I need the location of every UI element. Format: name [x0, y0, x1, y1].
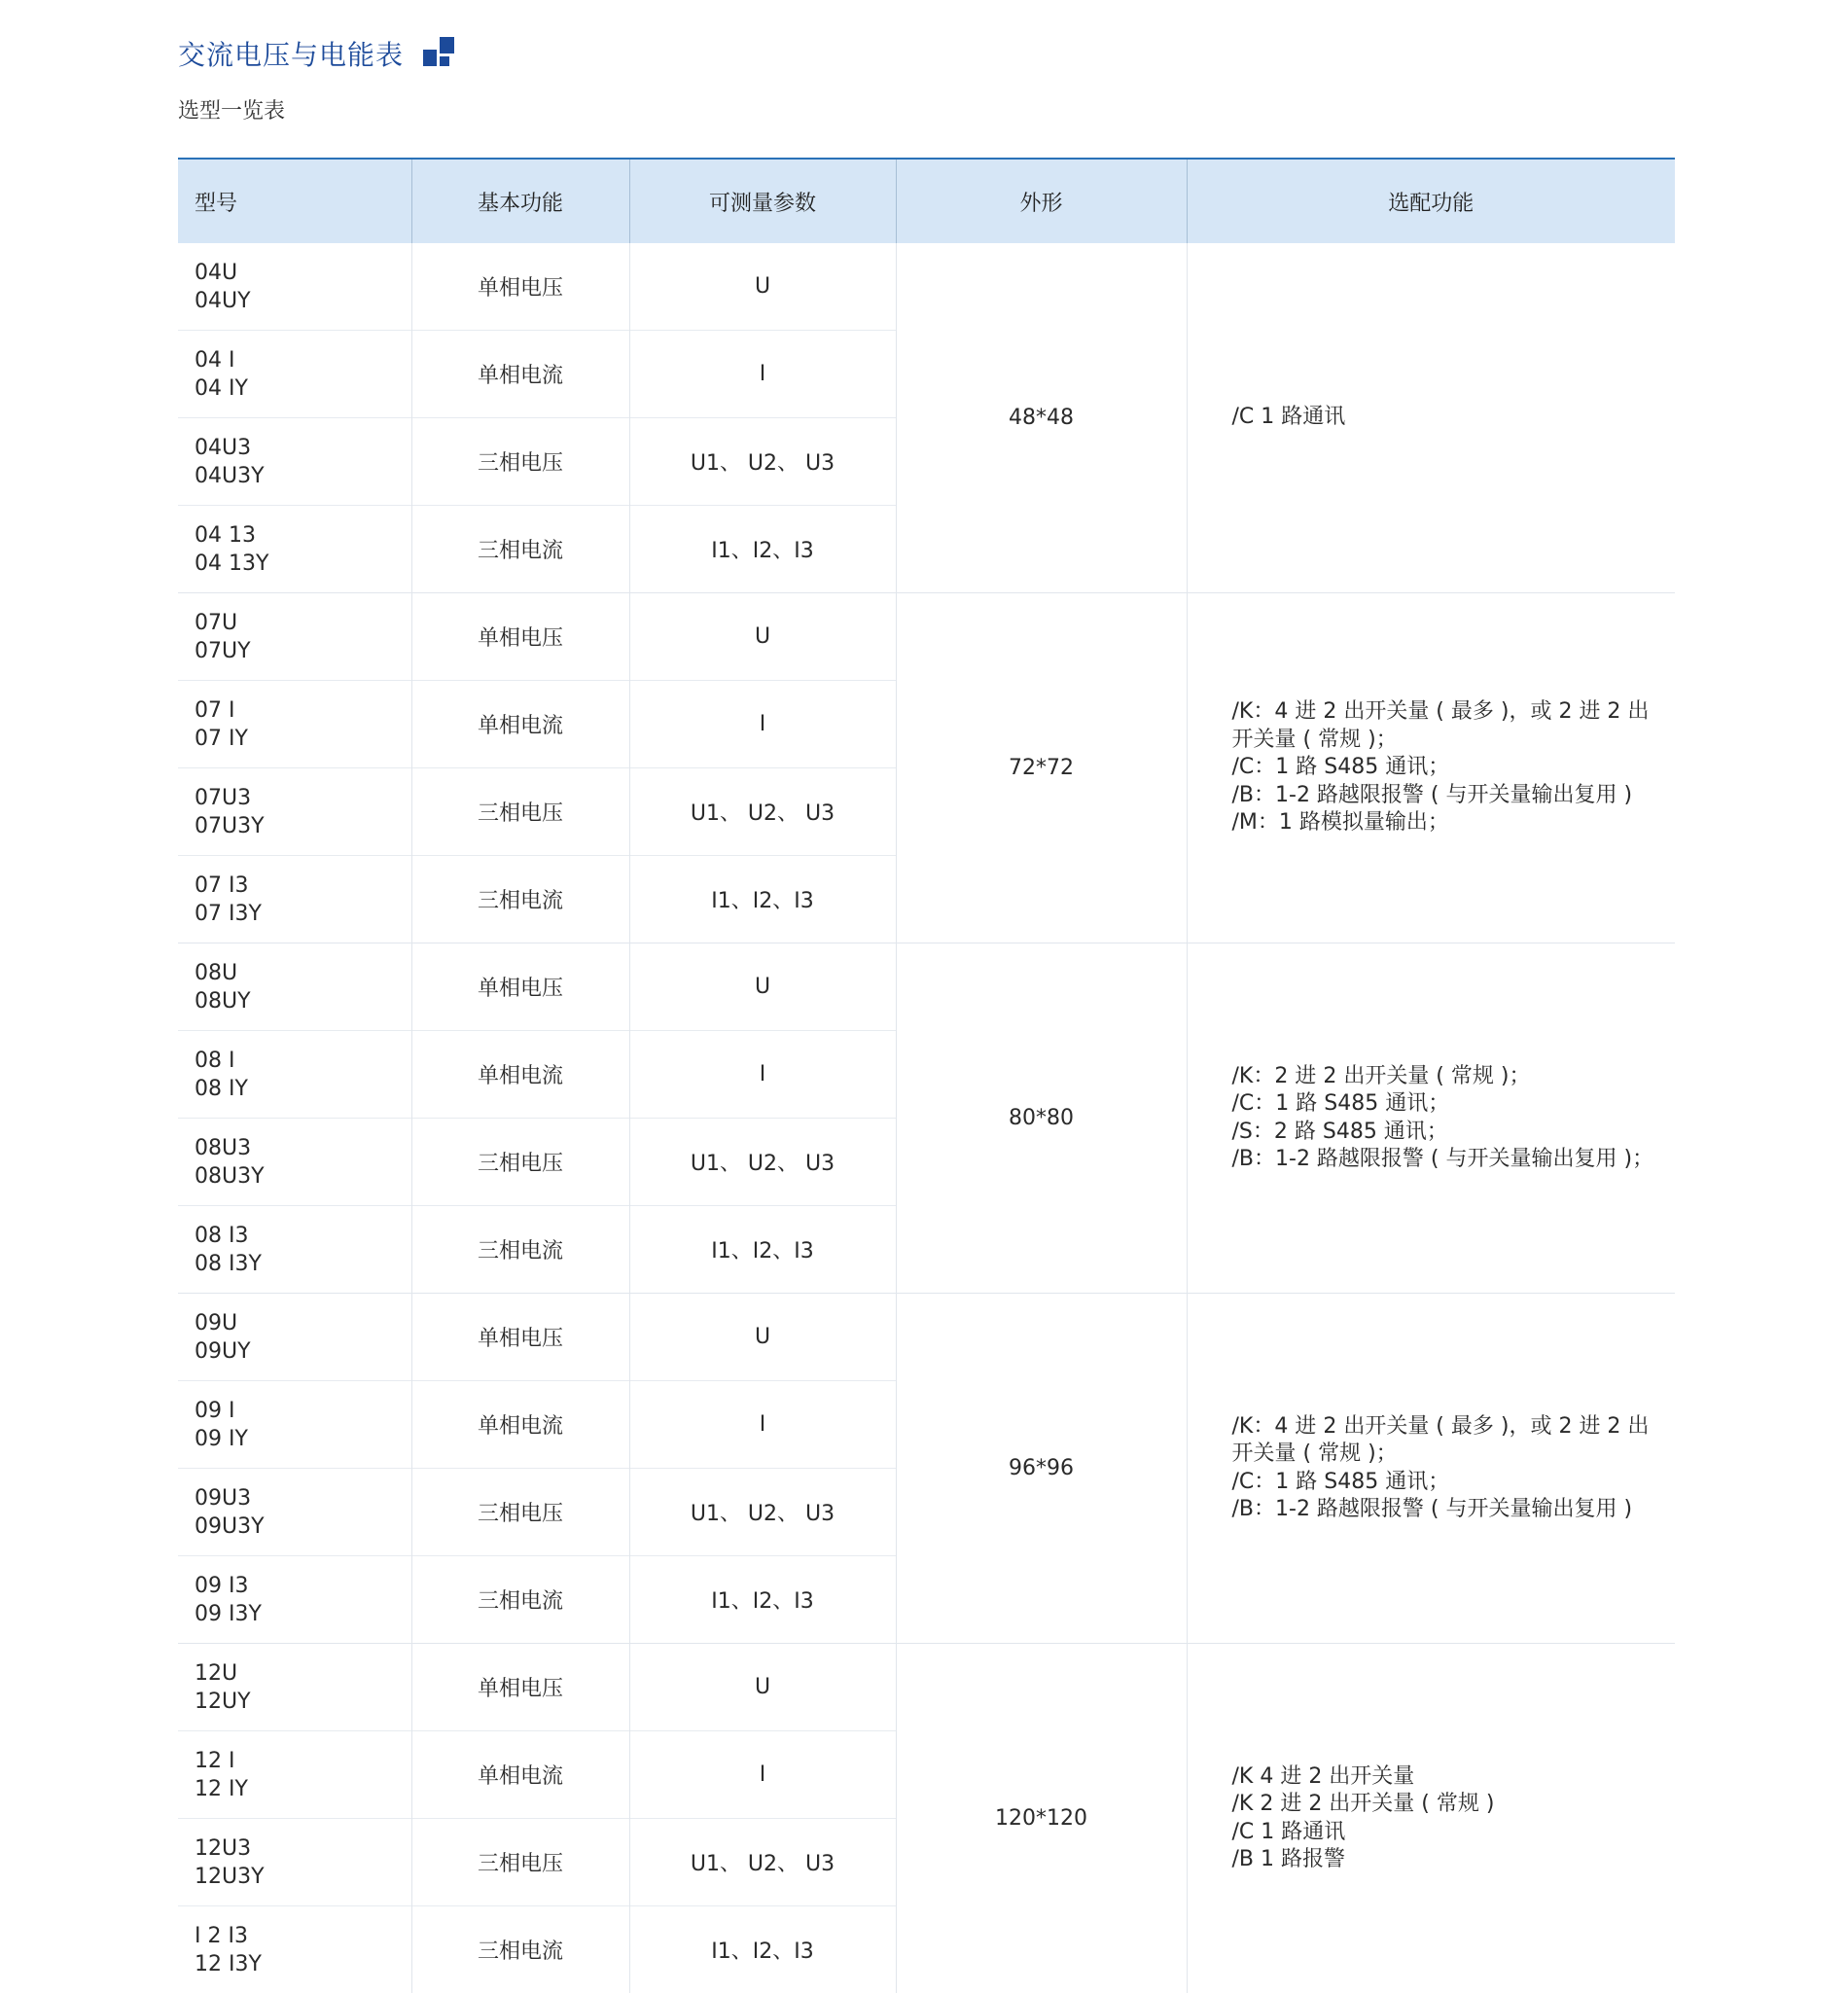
function-cell: 单相电流	[411, 1031, 629, 1119]
params-cell: U	[629, 1294, 896, 1381]
model-code: 04U3	[195, 434, 411, 462]
option-line: /C：1 路 S485 通讯；	[1232, 1090, 1664, 1119]
model-code: 07 I3Y	[195, 900, 411, 928]
function-cell: 三相电压	[411, 418, 629, 506]
page-subtitle: 选型一览表	[178, 94, 285, 125]
params-cell: I1、I2、I3	[629, 1556, 896, 1644]
function-cell: 三相电流	[411, 1556, 629, 1644]
function-cell: 三相电压	[411, 1469, 629, 1556]
model-cell	[178, 1906, 411, 1993]
option-line: /C：1 路 S485 通讯；	[1232, 754, 1664, 782]
title-decoration-icon	[423, 37, 454, 70]
shape-cell: 72*72	[896, 593, 1187, 943]
function-cell: 单相电压	[411, 243, 629, 331]
model-code: 09U	[195, 1309, 411, 1337]
option-line: /S：2 路 S485 通讯；	[1232, 1119, 1664, 1147]
header-options: 选配功能	[1187, 159, 1675, 243]
function-cell: 单相电压	[411, 943, 629, 1031]
options-cell	[1187, 1294, 1675, 1644]
params-cell: I1、I2、I3	[629, 856, 896, 943]
model-cell	[178, 1031, 411, 1119]
option-line: /B：1-2 路越限报警 ( 与开关量输出复用 )	[1232, 1496, 1664, 1524]
option-line: /M：1 路模拟量输出；	[1232, 809, 1664, 837]
model-cell	[178, 768, 411, 856]
model-code: 08 I3Y	[195, 1250, 411, 1278]
model-cell	[178, 943, 411, 1031]
options-cell	[1187, 243, 1675, 593]
model-code: 08 IY	[195, 1075, 411, 1103]
model-code: 04 13	[195, 521, 411, 550]
params-cell: U	[629, 943, 896, 1031]
option-line: 开关量 ( 常规 )；	[1232, 727, 1664, 755]
model-code: 08U	[195, 959, 411, 987]
params-cell: U	[629, 593, 896, 681]
table-row	[178, 1644, 1675, 1731]
params-cell: U1、 U2、 U3	[629, 768, 896, 856]
function-cell: 单相电流	[411, 1731, 629, 1819]
params-cell: I1、I2、I3	[629, 1206, 896, 1294]
model-code: 12U3Y	[195, 1863, 411, 1891]
model-cell	[178, 1556, 411, 1644]
model-code: 09 I3Y	[195, 1600, 411, 1628]
params-cell: U1、 U2、 U3	[629, 418, 896, 506]
model-code: 12UY	[195, 1688, 411, 1716]
table-row	[178, 593, 1675, 681]
header-function: 基本功能	[411, 159, 629, 243]
selection-table	[178, 158, 1675, 1993]
options-cell	[1187, 593, 1675, 943]
params-cell: I1、I2、I3	[629, 506, 896, 593]
function-cell: 三相电流	[411, 1906, 629, 1993]
model-cell	[178, 1731, 411, 1819]
model-code: 12U3	[195, 1834, 411, 1863]
function-cell: 单相电流	[411, 681, 629, 768]
model-code: 07U	[195, 609, 411, 637]
model-cell	[178, 856, 411, 943]
params-cell: U1、 U2、 U3	[629, 1819, 896, 1906]
table-row	[178, 1294, 1675, 1381]
model-code: 04 13Y	[195, 550, 411, 578]
shape-cell: 80*80	[896, 943, 1187, 1294]
function-cell: 三相电压	[411, 1819, 629, 1906]
model-code: 08UY	[195, 987, 411, 1015]
function-cell: 单相电流	[411, 1381, 629, 1469]
model-code: 04U	[195, 259, 411, 287]
option-line: /K 4 进 2 出开关量	[1232, 1763, 1664, 1792]
model-cell	[178, 243, 411, 331]
model-code: 07 I	[195, 696, 411, 725]
function-cell: 三相电流	[411, 1206, 629, 1294]
option-line: /B：1-2 路越限报警 ( 与开关量输出复用 )；	[1232, 1146, 1664, 1174]
model-code: 07 IY	[195, 725, 411, 753]
model-code: 09U3Y	[195, 1513, 411, 1541]
model-code: 07 I3	[195, 872, 411, 900]
table-header-row	[178, 159, 1675, 243]
model-cell	[178, 593, 411, 681]
header-model: 型号	[178, 159, 411, 243]
function-cell: 单相电流	[411, 331, 629, 418]
model-code: 08 I	[195, 1047, 411, 1075]
option-line: /K：4 进 2 出开关量 ( 最多 )，或 2 进 2 出	[1232, 1413, 1664, 1441]
function-cell: 三相电流	[411, 856, 629, 943]
params-cell: U1、 U2、 U3	[629, 1119, 896, 1206]
option-line: /K：2 进 2 出开关量 ( 常规 )；	[1232, 1063, 1664, 1091]
function-cell: 单相电压	[411, 1644, 629, 1731]
option-line: /K：4 进 2 出开关量 ( 最多 )，或 2 进 2 出	[1232, 698, 1664, 727]
options-cell	[1187, 1644, 1675, 1993]
params-cell: I	[629, 1731, 896, 1819]
model-cell	[178, 1119, 411, 1206]
model-code: 09 IY	[195, 1425, 411, 1453]
model-code: 09UY	[195, 1337, 411, 1366]
model-code: 07UY	[195, 637, 411, 665]
shape-cell: 120*120	[896, 1644, 1187, 1993]
model-cell	[178, 1644, 411, 1731]
shape-cell: 48*48	[896, 243, 1187, 593]
option-line: 开关量 ( 常规 )；	[1232, 1441, 1664, 1469]
option-line: /C 1 路通讯	[1232, 404, 1664, 432]
option-line: /B 1 路报警	[1232, 1846, 1664, 1874]
model-code: 12U	[195, 1659, 411, 1688]
table-row	[178, 943, 1675, 1031]
option-line: /C 1 路通讯	[1232, 1819, 1664, 1847]
params-cell: U	[629, 1644, 896, 1731]
model-code: 08U3	[195, 1134, 411, 1162]
model-cell	[178, 1469, 411, 1556]
page-header	[178, 35, 454, 72]
option-line: /C：1 路 S485 通讯；	[1232, 1469, 1664, 1497]
model-cell	[178, 1294, 411, 1381]
model-code: 08 I3	[195, 1222, 411, 1250]
option-line: /B：1-2 路越限报警 ( 与开关量输出复用 )	[1232, 782, 1664, 810]
model-code: 09 I	[195, 1397, 411, 1425]
options-cell	[1187, 943, 1675, 1294]
model-code: 09U3	[195, 1484, 411, 1513]
model-cell	[178, 1819, 411, 1906]
params-cell: U	[629, 243, 896, 331]
function-cell: 三相电流	[411, 506, 629, 593]
params-cell: I	[629, 681, 896, 768]
header-params: 可测量参数	[629, 159, 896, 243]
model-cell	[178, 681, 411, 768]
params-cell: I	[629, 331, 896, 418]
shape-cell: 96*96	[896, 1294, 1187, 1644]
model-code: 12 I	[195, 1747, 411, 1775]
model-cell	[178, 1206, 411, 1294]
model-code: 04U3Y	[195, 462, 411, 490]
function-cell: 三相电压	[411, 1119, 629, 1206]
params-cell: U1、 U2、 U3	[629, 1469, 896, 1556]
model-code: 04 I	[195, 346, 411, 374]
params-cell: I	[629, 1031, 896, 1119]
model-code: 04UY	[195, 287, 411, 315]
model-cell	[178, 1381, 411, 1469]
model-code: 04 IY	[195, 374, 411, 403]
option-line: /K 2 进 2 出开关量 ( 常规 )	[1232, 1791, 1664, 1819]
model-code: 07U3Y	[195, 812, 411, 840]
function-cell: 单相电压	[411, 1294, 629, 1381]
page-title: 交流电压与电能表	[178, 34, 404, 73]
table-row	[178, 243, 1675, 331]
header-shape: 外形	[896, 159, 1187, 243]
function-cell: 三相电压	[411, 768, 629, 856]
params-cell: I	[629, 1381, 896, 1469]
model-code: 08U3Y	[195, 1162, 411, 1191]
model-cell	[178, 418, 411, 506]
model-code: 12 IY	[195, 1775, 411, 1803]
model-cell	[178, 331, 411, 418]
model-code: I 2 I3	[195, 1922, 411, 1950]
model-code: 09 I3	[195, 1572, 411, 1600]
model-code: 12 I3Y	[195, 1950, 411, 1978]
model-cell	[178, 506, 411, 593]
function-cell: 单相电压	[411, 593, 629, 681]
model-code: 07U3	[195, 784, 411, 812]
table-body	[178, 243, 1675, 1993]
params-cell: I1、I2、I3	[629, 1906, 896, 1993]
